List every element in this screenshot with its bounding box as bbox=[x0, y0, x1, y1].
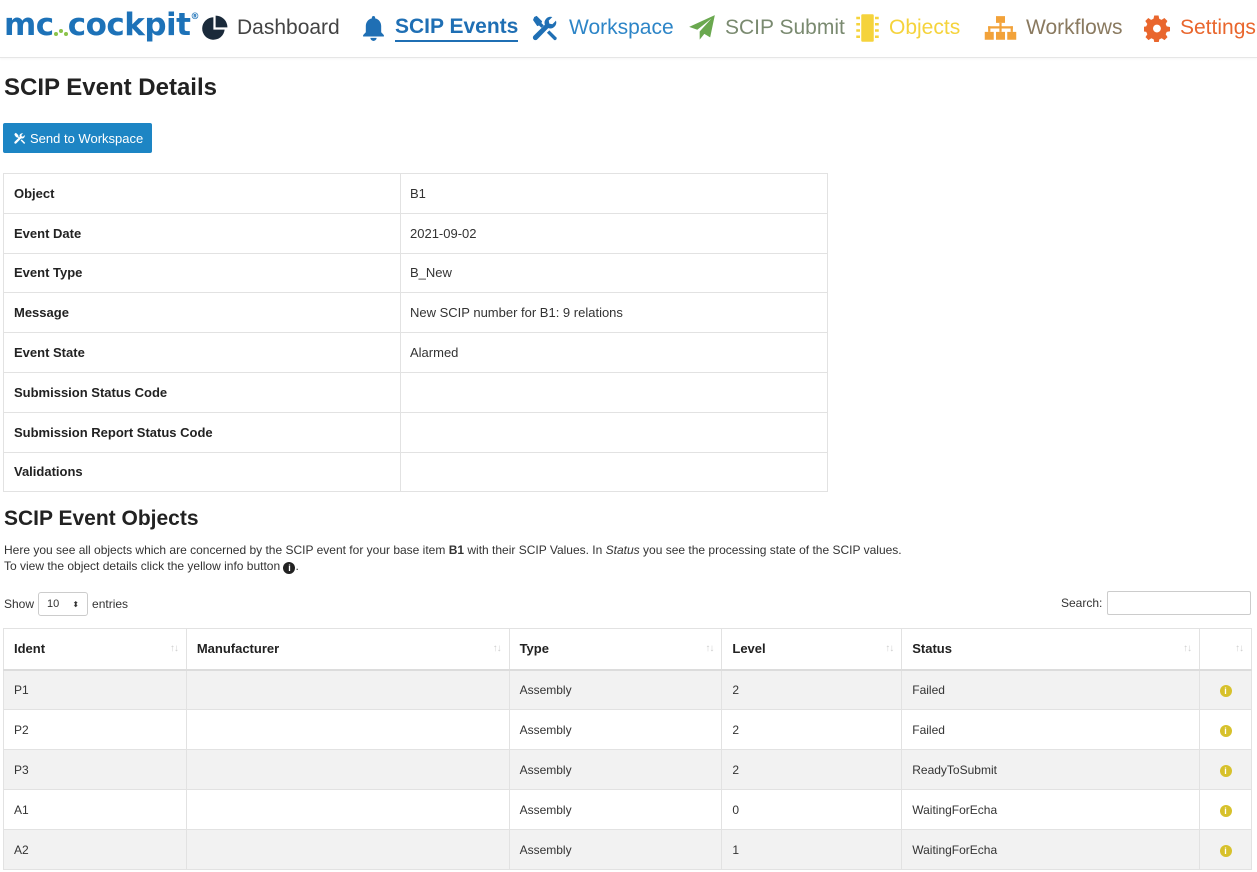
cell-status: Failed bbox=[902, 670, 1200, 710]
desc-text: with their SCIP Values. In bbox=[464, 543, 606, 557]
nav-workspace[interactable] bbox=[529, 10, 674, 46]
entries-label: entries bbox=[92, 597, 129, 611]
info-circle-icon: i bbox=[283, 562, 295, 574]
cell-actions bbox=[1200, 710, 1252, 750]
detail-key: Event State bbox=[4, 333, 401, 373]
top-navbar bbox=[0, 0, 1257, 58]
nav-workspace-label: Workspace bbox=[569, 16, 674, 39]
detail-value: B1 bbox=[401, 174, 828, 214]
info-circle-icon[interactable]: i bbox=[1220, 845, 1232, 857]
nav-dashboard[interactable] bbox=[201, 10, 340, 46]
detail-key: Event Date bbox=[4, 213, 401, 253]
pie-chart-icon bbox=[201, 15, 228, 42]
cell-ident: P3 bbox=[4, 750, 187, 790]
info-circle-icon[interactable]: i bbox=[1220, 725, 1232, 737]
column-label: Ident bbox=[14, 641, 46, 657]
description-line-2 bbox=[4, 558, 902, 574]
detail-row-object bbox=[4, 174, 828, 214]
column-header-ident[interactable] bbox=[4, 629, 187, 670]
detail-row-submission-status-code bbox=[4, 372, 828, 412]
detail-row-event-date bbox=[4, 213, 828, 253]
cell-ident: P2 bbox=[4, 710, 187, 750]
nav-objects-label: Objects bbox=[889, 16, 961, 39]
cell-type: Assembly bbox=[509, 710, 722, 750]
table-row bbox=[4, 670, 1252, 710]
base-item: B1 bbox=[448, 543, 465, 557]
event-details-table bbox=[3, 173, 828, 492]
sort-icon: ↑↓ bbox=[1235, 643, 1243, 654]
info-circle-icon[interactable]: i bbox=[1220, 765, 1232, 777]
cell-type: Assembly bbox=[509, 750, 722, 790]
send-to-workspace-button[interactable] bbox=[3, 123, 152, 153]
nav-settings-label: Settings bbox=[1180, 16, 1256, 39]
sort-icon: ↑↓ bbox=[1183, 643, 1191, 654]
cell-manufacturer bbox=[186, 790, 509, 830]
detail-value bbox=[401, 452, 828, 492]
table-header-row bbox=[4, 629, 1252, 670]
select-arrows-icon: ⬍ bbox=[72, 599, 80, 609]
sort-icon: ↑↓ bbox=[885, 643, 894, 654]
detail-row-validations bbox=[4, 452, 828, 492]
table-row bbox=[4, 790, 1252, 830]
cell-manufacturer bbox=[186, 830, 509, 870]
entries-value: 10 bbox=[47, 598, 60, 610]
cell-actions bbox=[1200, 750, 1252, 790]
detail-key: Submission Report Status Code bbox=[4, 412, 401, 452]
detail-value bbox=[401, 372, 828, 412]
gear-icon bbox=[1144, 15, 1171, 42]
description-line-1 bbox=[4, 542, 902, 558]
cell-status: WaitingForEcha bbox=[902, 790, 1200, 830]
cell-ident: A1 bbox=[4, 790, 187, 830]
cell-status: WaitingForEcha bbox=[902, 830, 1200, 870]
desc-text: To view the object details click the yellow info button bbox=[4, 559, 284, 573]
detail-row-message bbox=[4, 293, 828, 333]
nav-dashboard-label: Dashboard bbox=[237, 16, 340, 39]
cell-level: 1 bbox=[722, 830, 902, 870]
page-title: SCIP Event Details bbox=[4, 74, 217, 101]
nav-scip-events-label: SCIP Events bbox=[395, 15, 518, 42]
detail-key: Message bbox=[4, 293, 401, 333]
info-circle-icon[interactable]: i bbox=[1220, 685, 1232, 697]
info-circle-icon[interactable]: i bbox=[1220, 805, 1232, 817]
nav-scip-events[interactable] bbox=[361, 10, 518, 46]
desc-text: you see the processing state of the SCIP values. bbox=[639, 543, 902, 557]
brand-registered-mark: ® bbox=[190, 12, 199, 22]
table-search bbox=[1061, 591, 1251, 615]
nav-workflows[interactable] bbox=[984, 10, 1122, 46]
sort-icon: ↑↓ bbox=[705, 643, 714, 654]
cell-type: Assembly bbox=[509, 790, 722, 830]
detail-value: 2021-09-02 bbox=[401, 213, 828, 253]
cell-actions bbox=[1200, 670, 1252, 710]
detail-value bbox=[401, 412, 828, 452]
cell-type: Assembly bbox=[509, 670, 722, 710]
column-header-actions[interactable] bbox=[1200, 629, 1252, 670]
objects-section-title: SCIP Event Objects bbox=[4, 507, 199, 530]
desc-text: . bbox=[295, 559, 299, 573]
paper-plane-icon bbox=[688, 14, 716, 42]
bell-icon bbox=[361, 15, 386, 42]
detail-value: Alarmed bbox=[401, 333, 828, 373]
objects-description bbox=[4, 542, 902, 574]
nav-settings[interactable] bbox=[1144, 10, 1256, 46]
search-input[interactable] bbox=[1107, 591, 1251, 615]
nav-scip-submit[interactable] bbox=[688, 10, 845, 46]
tools-icon bbox=[529, 14, 560, 43]
table-row bbox=[4, 830, 1252, 870]
detail-row-submission-report-status-code bbox=[4, 412, 828, 452]
detail-value: B_New bbox=[401, 253, 828, 293]
nav-objects[interactable] bbox=[855, 10, 960, 46]
cell-actions bbox=[1200, 790, 1252, 830]
column-header-level[interactable] bbox=[722, 629, 902, 670]
cell-ident: P1 bbox=[4, 670, 187, 710]
cell-manufacturer bbox=[186, 670, 509, 710]
sort-icon: ↑↓ bbox=[169, 643, 178, 654]
show-label: Show bbox=[4, 597, 35, 611]
page-length-control bbox=[4, 592, 128, 616]
cell-status: Failed bbox=[902, 710, 1200, 750]
column-label: Status bbox=[912, 641, 952, 657]
cell-actions bbox=[1200, 830, 1252, 870]
brand-dots-icon bbox=[54, 27, 68, 37]
cell-level: 0 bbox=[722, 790, 902, 830]
sitemap-icon bbox=[984, 15, 1017, 42]
cell-status: ReadyToSubmit bbox=[902, 750, 1200, 790]
column-header-type[interactable] bbox=[509, 629, 722, 670]
brand-cockpit: cockpit bbox=[67, 7, 191, 43]
cell-ident: A2 bbox=[4, 830, 187, 870]
nav-workflows-label: Workflows bbox=[1026, 16, 1123, 39]
entries-select[interactable] bbox=[38, 592, 88, 616]
detail-row-event-type bbox=[4, 253, 828, 293]
cell-level: 2 bbox=[722, 750, 902, 790]
column-label: Manufacturer bbox=[196, 641, 280, 657]
scip-event-objects-table bbox=[3, 628, 1252, 870]
column-header-status[interactable] bbox=[902, 629, 1200, 670]
detail-value: New SCIP number for B1: 9 relations bbox=[401, 293, 828, 333]
brand-logo[interactable] bbox=[4, 7, 199, 47]
column-label: Type bbox=[519, 641, 549, 657]
cell-level: 2 bbox=[722, 670, 902, 710]
send-to-workspace-label: Send to Workspace bbox=[30, 130, 144, 146]
desc-text: Here you see all objects which are concerned by the SCIP event for your base item bbox=[4, 543, 449, 557]
detail-key: Object bbox=[4, 174, 401, 214]
search-label: Search: bbox=[1061, 596, 1103, 610]
column-header-manufacturer[interactable] bbox=[186, 629, 509, 670]
cell-level: 2 bbox=[722, 710, 902, 750]
table-row bbox=[4, 750, 1252, 790]
brand-mc: mc bbox=[4, 7, 54, 43]
cell-type: Assembly bbox=[509, 830, 722, 870]
chip-icon bbox=[855, 13, 880, 43]
tools-icon bbox=[13, 132, 26, 145]
cell-manufacturer bbox=[186, 710, 509, 750]
detail-row-event-state bbox=[4, 333, 828, 373]
detail-key: Submission Status Code bbox=[4, 372, 401, 412]
table-row bbox=[4, 710, 1252, 750]
detail-key: Validations bbox=[4, 452, 401, 492]
detail-key: Event Type bbox=[4, 253, 401, 293]
desc-status-word: Status bbox=[605, 543, 640, 557]
sort-icon: ↑↓ bbox=[492, 643, 501, 654]
column-label: Level bbox=[732, 641, 766, 657]
cell-manufacturer bbox=[186, 750, 509, 790]
nav-scip-submit-label: SCIP Submit bbox=[725, 16, 845, 39]
